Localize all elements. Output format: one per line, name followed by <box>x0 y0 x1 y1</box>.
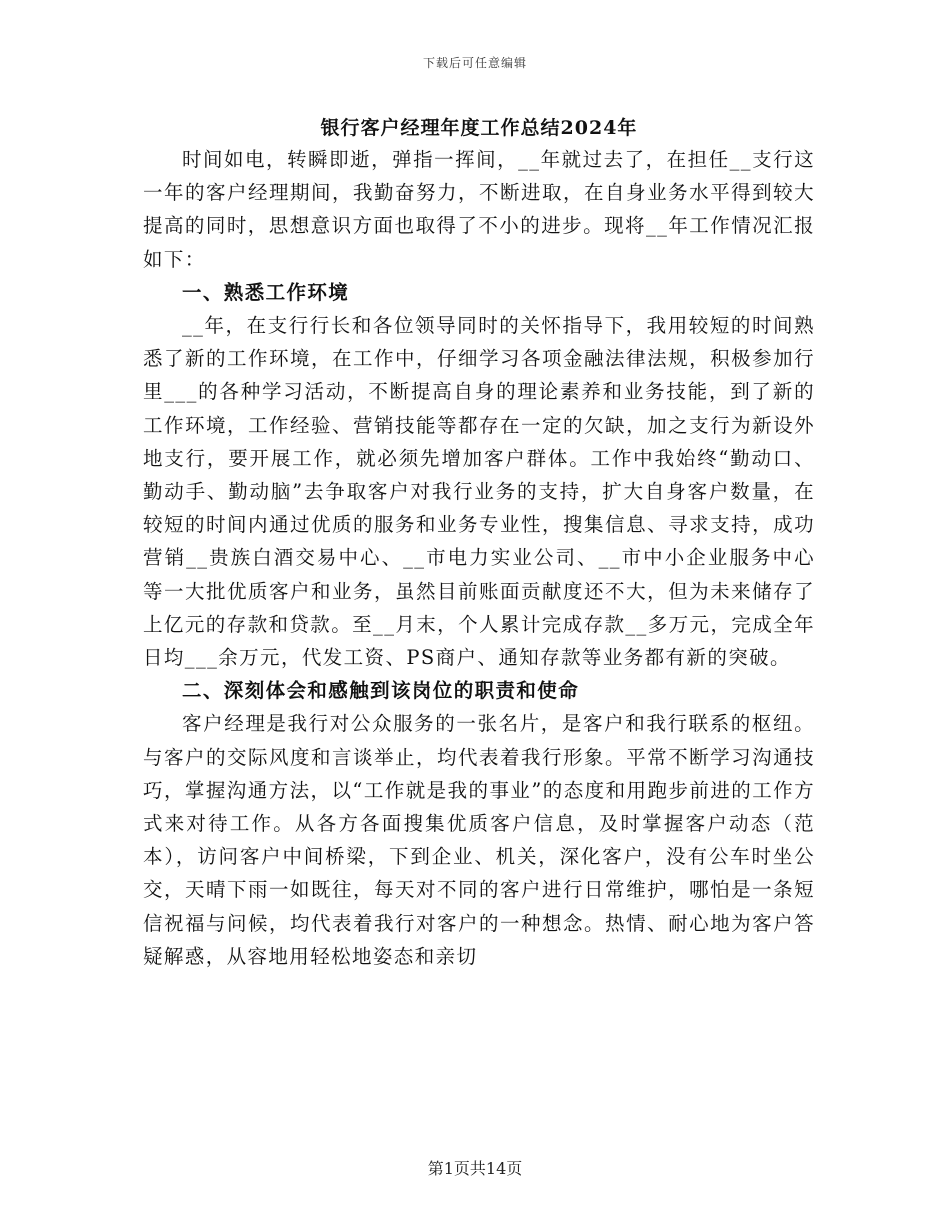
intro-paragraph: 时间如电，转瞬即逝，弹指一挥间，__年就过去了，在担任__支行这一年的客户经理期间，我勤奋努力，不断进取，在自身业务水平得到较大提高的同时，思想意识方面也取得了不小的进步。现将__年工作情况汇报如下： <box>143 148 815 271</box>
header-note: 下载后可任意编辑 <box>422 56 527 70</box>
document-title: 银行客户经理年度工作总结2024年 <box>320 117 638 139</box>
document-body <box>143 113 815 973</box>
section-1-heading: 一、熟悉工作环境 <box>182 280 350 304</box>
section-2-paragraph: 客户经理是我行对公众服务的一张名片，是客户和我行联系的枢纽。与客户的交际风度和言谈举止，均代表着我行形象。平常不断学习沟通技巧，掌握沟通方法，以“工作就是我的事业”的态度和用跑步前进的工作方式来对待工作。从各方各面搜集优质客户信息，及时掌握客户动态（范本），访问客户中间桥梁，下到企业、机关，深化客户，没有公车时坐公交，天晴下雨一如既往，每天对不同的客户进行日常维护，哪怕是一条短信祝福与问候，均代表着我行对客户的一种想念。热情、耐心地为客户答疑解惑，从容地用轻松地姿态和亲切 <box>143 712 815 968</box>
page-number-footer: 第1页共14页 <box>427 1159 523 1178</box>
section-2-heading: 二、深刻体会和感触到该岗位的职责和使命 <box>182 679 580 703</box>
section-1-paragraph: __年，在支行行长和各位领导同时的关怀指导下，我用较短的时间熟悉了新的工作环境，在工作中，仔细学习各项金融法律法规，积极参加行里___的各种学习活动，不断提高自身的理论素养和业务技能，到了新的工作环境，工作经验、营销技能等都存在一定的欠缺，加之支行为新设外地支行，要开展工作，就必须先增加客户群体。工作中我始终“勤动口、勤动手、勤动脑”去争取客户对我行业务的支持，扩大自身客户数量，在较短的时间内通过优质的服务和业务专业性，搜集信息、寻求支持，成功营销__贵族白酒交易中心、__市电力实业公司、__市中小企业服务中心等一大批优质客户和业务，虽然目前账面贡献度还不大，但为未来储存了上亿元的存款和贷款。至__月末，个人累计完成存款__多万元，完成全年日均___余万元，代发工资、PS商户、通知存款等业务都有新的突破。 <box>143 314 815 670</box>
